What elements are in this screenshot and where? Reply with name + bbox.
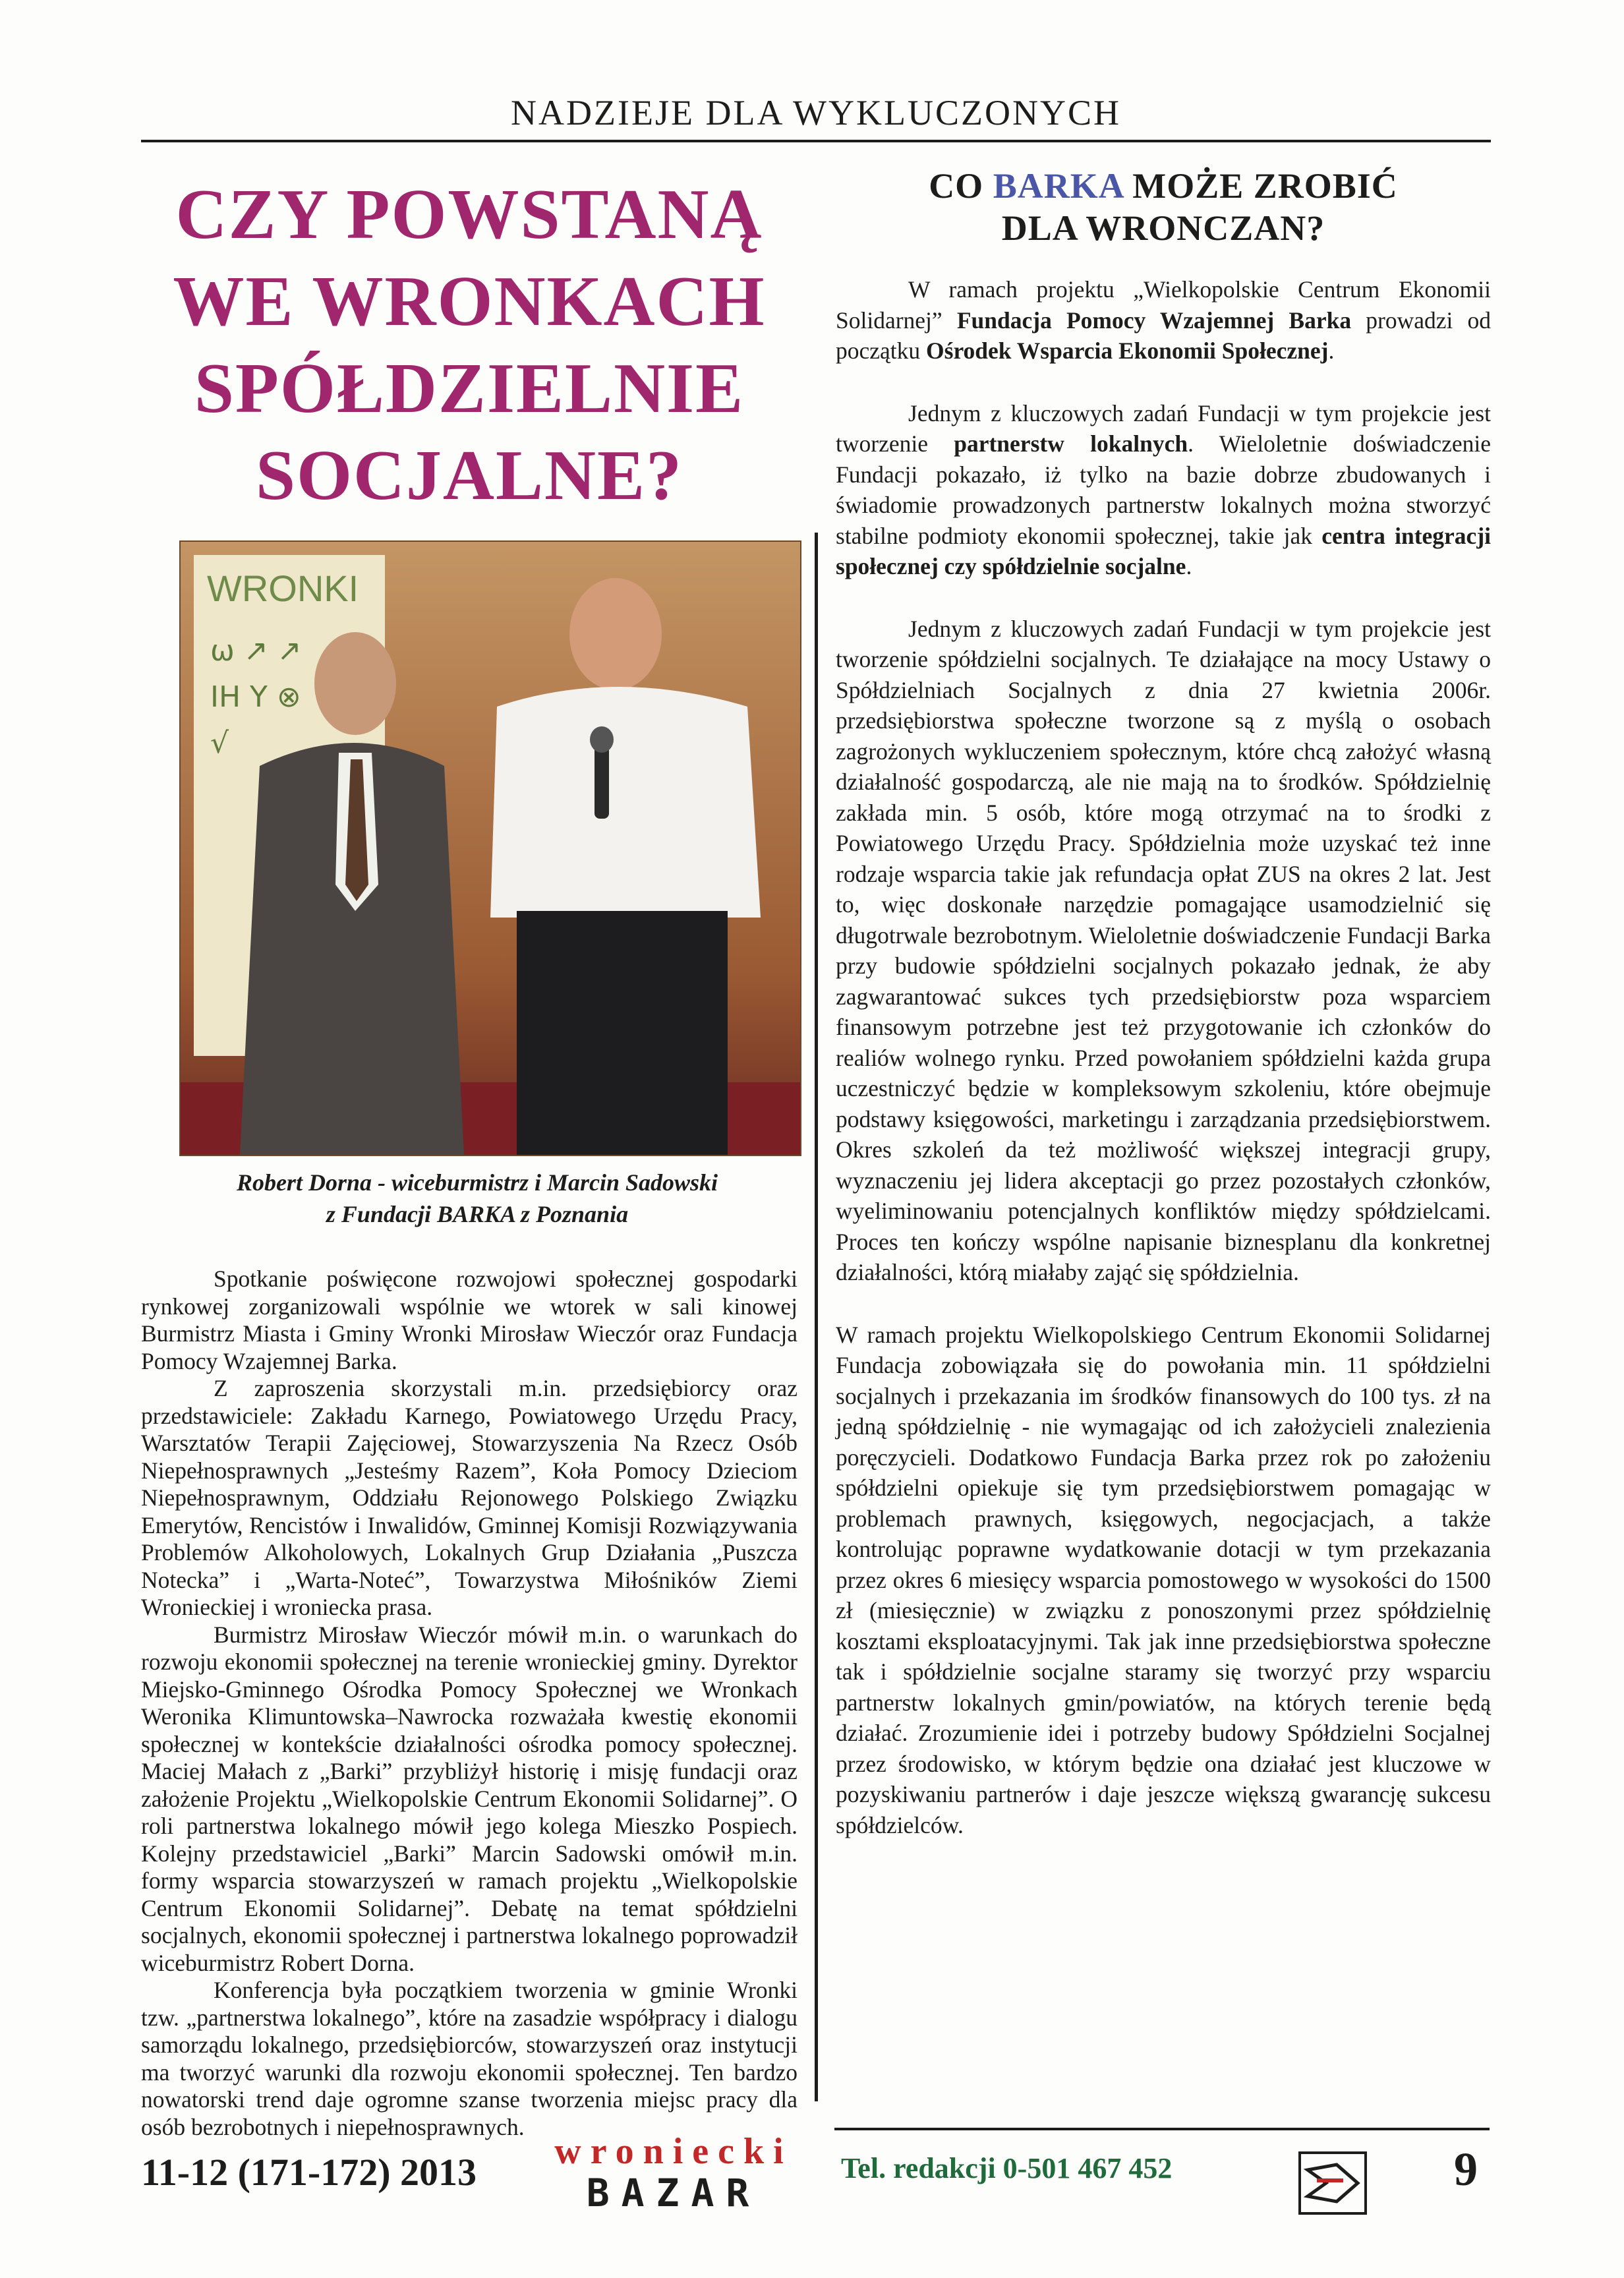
barka-logo-icon bbox=[1297, 2150, 1368, 2216]
page-number: 9 bbox=[1454, 2143, 1478, 2196]
paragraph: W ramach projektu Wielkopolskiego Centrum Ekonomii Solidarnej Fundacja zobowiązała się do powołania min. 11 spółdzielni socjalnych i przekazania im środków finansowych do 100 tys. zł na jedną spółdzielnię - nie wymagając od ich założycieli znalezienia poręczycieli. Dodatkowo Fundacja Barka przez rok po założeniu spółdzielni opiekuje się tym przedsiębiorstwem pomagając w problemach prawnych, księgowych, negocjacjach, a także kontrolując poprawne wydatkowanie dotacji w tym przekazania przez okres 6 miesięcy wsparcia pomostowego w wysokości do 1500 zł (miesięcznie) w związku z ponoszonymi przez spółdzielnię kosztami eksploatacyjnymi. Tak jak inne przedsiębiorstwa społeczne tak i spółdzielnie socjalne staramy się tworzyć przy wsparciu partnerstw lokalnych gmin/powiatów, na których terenie będą działać. Zrozumienie idei i potrzeby budowy Spółdzielni Socjalnej przez środowisko, w którym będzie ona działać jest kluczowe w pozyskiwaniu partnerów i daje jeszcze większą gwarancję sukcesu spółdzielców. bbox=[836, 1321, 1491, 1838]
brand-bottom-text: BAZAR bbox=[586, 2171, 761, 2215]
title-line: WE WRONKACH bbox=[173, 262, 766, 341]
paragraph: Konferencja była początkiem tworzenia w gminie Wronki tzw. „partnerstwa lokalnego”, które na zasadzie współpracy i dialogu samorządu lokalnego, przedsiębiorców, stowarzyszeń oraz instytucji ma tworzyć warunki dla rozwoju ekonomii społecznej. Ten bardzo nowatorski trend daje ogromne szanse tworzenia miejsc pracy dla osób bezrobotnych i niepełnosprawnych. bbox=[141, 1977, 798, 2140]
column-divider bbox=[815, 533, 818, 2101]
left-article-body bbox=[141, 1266, 798, 2141]
right-article bbox=[836, 165, 1491, 1840]
paragraph: Spotkanie poświęcone rozwojowi społecznej gospodarki rynkowej zorganizowali wspólnie we wtorek w sali kinowej Burmistrz Miasta i Gminy Wronki Mirosław Wieczór oraz Fundacja Pomocy Wzajemnej Barka. bbox=[141, 1266, 798, 1374]
paragraph: Burmistrz Mirosław Wieczór mówił m.in. o warunkach do rozwoju ekonomii społecznej na terenie wronieckiej gminy. Dyrektor Miejsko-Gminnego Ośrodka Pomocy Społecznej we Wronkach Weronika Klimuntowska–Nawrocka rozważała kwestię ekonomii społecznej w kontekście działalności ośrodka pomocy społecznej. Maciej Małach z „Barki” przybliżył historię i misję fundacji oraz założenie Projektu „Wielkopolskie Centrum Ekonomii Solidarnej”. O roli partnerstwa lokalnego mówił jego kolega Mieszko Pospiech. Kolejny przedstawiciel „Barki” Marcin Sadowski omówił m.in. formy wsparcia stowarzyszeń w ramach projektu „Wielkopolskie Centrum Ekonomii Solidarnej”. Debatę na temat spółdzielni socjalnych, ekonomii społecznej i partnerstwa lokalnego poprowadził wiceburmistrz Robert Dorna. bbox=[141, 1621, 798, 1976]
bold-run: centra integracji społecznej czy spółdzielnie socjalne bbox=[836, 522, 1492, 579]
banner-text: WRONKI bbox=[207, 568, 359, 609]
text-run: . bbox=[1328, 337, 1335, 364]
text-run: Jednym z kluczowych zadań Fundacji w tym projekcie jest tworzenie bbox=[836, 399, 1491, 457]
bold-run: partnerstw lokalnych bbox=[954, 430, 1188, 457]
right-article-body bbox=[836, 274, 1491, 1840]
left-article bbox=[141, 158, 798, 2140]
caption-line: z Fundacji BARKA z Poznania bbox=[326, 1201, 629, 1227]
title-line: CZY POWSTANĄ bbox=[175, 175, 763, 254]
paragraph bbox=[836, 274, 1491, 366]
title-text: CO bbox=[929, 166, 993, 206]
text-run: prowadzi od początku bbox=[836, 307, 1491, 364]
right-article-title bbox=[836, 165, 1491, 249]
publication-logo bbox=[535, 2132, 812, 2215]
issue-number: 11-12 (171-172) 2013 bbox=[141, 2151, 477, 2194]
title-line: DLA WRONCZAN? bbox=[1001, 208, 1325, 248]
paragraph: Z zaproszenia skorzystali m.in. przedsiębiorcy oraz przedstawiciele: Zakładu Karnego, Powiatowego Urzędu Pracy, Warsztatów Terapii Zajęciowej, Stowarzyszenia Na Rzecz Osób Niepełnosprawnych „Jesteśmy Razem”, Koła Pomocy Dzieciom Niepełnosprawnym, Oddziału Rejonowego Polskiego Związku Emerytów, Rencistów i Inwalidów, Gminnej Komisji Rozwiązywania Problemów Alkoholowych, Lokalnych Grup Działania „Puszcza Notecka” i „Warta-Noteć”, Towarzystwa Miłośników Ziemi Wronieckiej i wroniecka prasa. bbox=[141, 1375, 798, 1620]
bold-run: Ośrodek Wsparcia Ekonomii Społecznej bbox=[926, 337, 1329, 364]
title-line: SOCJALNE? bbox=[255, 436, 683, 515]
svg-text:IH Y ⊗: IH Y ⊗ bbox=[210, 680, 301, 714]
footer-rule bbox=[834, 2128, 1490, 2130]
text-run: . bbox=[1186, 553, 1192, 579]
article-photo bbox=[179, 540, 801, 1156]
title-line bbox=[836, 165, 1491, 207]
svg-text:√: √ bbox=[210, 726, 229, 760]
photo-illustration bbox=[181, 542, 800, 1155]
header-rule bbox=[141, 140, 1491, 142]
title-text: MOŻE ZROBIĆ bbox=[1122, 166, 1398, 206]
bold-run: Fundacja Pomocy Wzajemnej Barka bbox=[956, 307, 1352, 334]
editorial-phone: Tel. redakcji 0-501 467 452 bbox=[841, 2152, 1173, 2184]
paragraph: Jednym z kluczowych zadań Fundacji w tym projekcie jest tworzenie spółdzielni socjalnych. Te działające na mocy Ustawy o Spółdzielniach Socjalnych z dnia 27 kwietnia 2006r. przedsiębiorstwa społeczne tworzone są z myślą o osobach zagrożonych wykluczeniem społecznym, które chcą założyć własną działalność gospodarczą, ale nie mają na to środków. Spółdzielnię zakłada min. 5 osób, które mogą otrzymać na to środki z Powiatowego Urzędu Pracy. Spółdzielnia może uzyskać też inne rodzaje wsparcia takie jak refundacja opłat ZUS na okres 2 lat. Jest to, więc doskonałe narzędzie pomagające usamodzielnić się długotrwale bezrobotnym. Wieloletnie doświadczenie Fundacji Barka przy budowie spółdzielni socjalnych pokazało jednak, że aby zagwarantować sukces tych przedsiębiorstw poza wsparciem finansowym potrzebne jest też przygotowanie ich członków do realiów wolnego rynku. Przed powołaniem spółdzielni każda grupa uczestniczyć będzie w kompleksowym szkoleniu, które obejmuje podstawy księgowości, marketingu i zarządzania przedsiębiorstwem. Okres szkoleń da też możliwość większej integracji grupy, wyznaczeniu jej lidera akceptacji go przez pozostałych członków, wyeliminowaniu potencjalnych konfliktów między spółdzielcami. Proces ten kończy wspólne napisanie biznesplanu dla konkretnej działalności, którą miałaby zająć się spółdzielnia. bbox=[836, 615, 1491, 1285]
text-run: W ramach projektu „Wielkopolskie Centrum Ekonomii Solidarnej” bbox=[836, 276, 1491, 334]
title-line: SPÓŁDZIELNIE bbox=[194, 349, 745, 428]
left-article-title bbox=[141, 171, 798, 519]
brand-top-text: wroniecki bbox=[554, 2131, 793, 2172]
barka-accent: BARKA bbox=[993, 166, 1123, 206]
photo-caption bbox=[154, 1167, 800, 1230]
text-run: . Wieloletnie doświadczenie Fundacji pokazało, iż tylko na bazie dobrze zbudowanych i świadomie prowadzonych partnerstw lokalnych można stworzyć stabilne podmioty ekonomii społecznej, takie jak bbox=[836, 430, 1491, 549]
section-header: NADZIEJE DLA WYKLUCZONYCH bbox=[511, 93, 1121, 132]
paragraph bbox=[836, 398, 1491, 582]
svg-text:ω ↗ ↗: ω ↗ ↗ bbox=[210, 634, 302, 668]
caption-line: Robert Dorna - wiceburmistrz i Marcin Sadowski bbox=[236, 1169, 718, 1196]
